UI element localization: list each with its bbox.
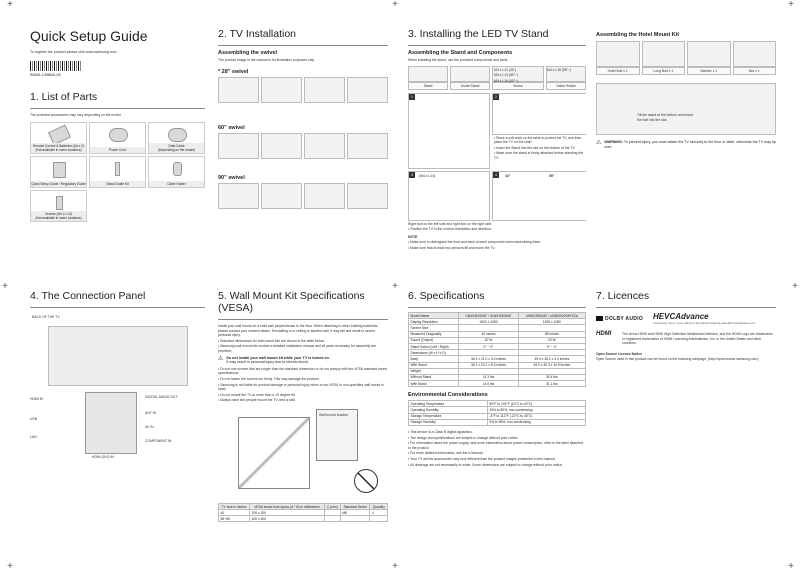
table-cell: 20 W bbox=[518, 337, 585, 343]
swivel-step-illustration bbox=[304, 183, 345, 209]
stand-component-illustration bbox=[450, 66, 490, 82]
registration-mark: + bbox=[7, 561, 13, 572]
stand-component-illustration: M4 x L18 (55"~) bbox=[546, 66, 586, 82]
back-of-tv-label: BACK OF THE TV bbox=[32, 315, 60, 319]
part-item: Quick Setup Guide / Regulatory Guide bbox=[30, 156, 87, 188]
swivel-step-illustration bbox=[218, 183, 259, 209]
wall-mount-bullet: • Samsung wall mount kits contain a detailed installation manual and all parts necessary for assembly are provided. bbox=[218, 344, 377, 353]
table-row: 40 200 x 200 M8 4 bbox=[219, 510, 388, 516]
vesa-table-header: C (mm) bbox=[324, 503, 340, 509]
barcode-number: BN68-14988A-00 bbox=[30, 72, 61, 77]
spec-footnote: • For more detailed information, see the e-Manual. bbox=[408, 451, 484, 456]
stand-heading: 3. Installing the LED TV Stand bbox=[408, 28, 549, 40]
stand-component-illustration bbox=[408, 66, 448, 82]
vesa-table-header: Standard Screw bbox=[340, 503, 370, 509]
parts-grid bbox=[30, 122, 205, 222]
stand-panel bbox=[408, 28, 586, 278]
part-item: Power Cord bbox=[89, 122, 146, 154]
stand-footer-note: • Position the TV in the correct orientation and direction. bbox=[408, 227, 492, 232]
tv-installation-heading: 2. TV Installation bbox=[218, 28, 297, 40]
port-label: HDMI IN bbox=[30, 397, 43, 401]
vesa-table bbox=[218, 503, 388, 523]
spec-footnote: • The design and specifications are subject to change without prior notice. bbox=[408, 435, 519, 440]
spec-table-header: Model Name bbox=[409, 313, 459, 319]
page-title: Quick Setup Guide bbox=[30, 28, 148, 44]
swivel-step-illustration bbox=[218, 133, 259, 159]
vesa-table-header: Quantity bbox=[370, 503, 388, 509]
table-cell: Stand Swivel (Left / Right) bbox=[409, 343, 459, 349]
part-item: Screws (M4 x L14) (Not available in some locations) bbox=[30, 190, 87, 222]
hotel-mount-panel bbox=[596, 28, 776, 188]
hotel-mount-part-label: Washer x 1 bbox=[687, 67, 731, 75]
licences-heading: 7. Licences bbox=[596, 290, 650, 302]
table-cell: 31.1 lbs bbox=[518, 381, 585, 387]
licences-panel bbox=[596, 290, 776, 410]
table-cell: 20 W bbox=[459, 337, 519, 343]
wall-mount-caution: ⚠ Do not install your wall mount kit while your TV is turned on. It may result in personal injury due to electric shock. bbox=[218, 355, 330, 365]
registration-mark: + bbox=[392, 281, 398, 292]
connection-heading: 4. The Connection Panel bbox=[30, 290, 146, 302]
port-label: AV IN bbox=[145, 425, 154, 429]
stand-note-heading: NOTE bbox=[408, 234, 418, 239]
hdmi-logo: HDMI bbox=[596, 331, 612, 337]
stand-component-label: Cable Holder bbox=[546, 82, 586, 90]
table-cell: -4°F to 113°F (-20°C to 45°C) bbox=[487, 413, 585, 419]
registration-mark: + bbox=[788, 561, 794, 572]
table-cell: Storage Temperature bbox=[409, 413, 488, 419]
vesa-table-header: VESA screw hole specs (A * B) in millimeters bbox=[250, 503, 325, 509]
table-cell: 36.1 x 21.0 x 3.0 inches bbox=[459, 356, 519, 362]
table-cell: 49.0 x 30.3 x 10.9 inches bbox=[518, 362, 585, 368]
caution-icon: ⚠ bbox=[218, 355, 224, 362]
swivel-variant-label: * 28" swivel bbox=[218, 68, 249, 75]
hotel-mount-part-label: Long Bolt x 1 bbox=[642, 67, 686, 75]
env-heading: Environmental Considerations bbox=[408, 392, 488, 399]
spec-footnote: • All drawings are not necessarily to scale. Some dimensions are subject to change without prior notice. bbox=[408, 462, 563, 467]
hotel-mount-part-label: Nut x 1 bbox=[733, 67, 777, 75]
parts-note: The provided accessories may vary depending on the model. bbox=[30, 113, 122, 117]
wall-mount-intro: Install your wall mount on a solid wall perpendicular to the floor. When attaching to other building materials, please contact your nearest dealer. If installing on a ceiling or slanted wall, it may fall and result in severe personal injury. bbox=[218, 324, 379, 338]
dolby-logo: DOLBY AUDIO bbox=[596, 316, 643, 322]
specifications-heading: 6. Specifications bbox=[408, 290, 485, 302]
register-text: To register the product please visit www.samsung.com bbox=[30, 50, 117, 54]
registration-mark: + bbox=[7, 0, 13, 10]
hotel-mount-warning: ⚠ WARNING: To prevent injury, you must attach the TV securely to the floor or table, otherwise the TV may tip over. bbox=[596, 140, 776, 149]
spec-footnote: • For information about the power supply, and more information about power consumption, refer to the label attached to the product. bbox=[408, 441, 583, 450]
table-cell: 5% to 95%, non-condensing bbox=[487, 419, 585, 425]
port-label: LAN bbox=[30, 435, 37, 439]
swivel-step-illustration bbox=[218, 77, 259, 103]
table-cell: 40 inches bbox=[459, 331, 519, 337]
spec-footnote: • Your TV and its accessories may look different than the product images presented in this manual. bbox=[408, 456, 556, 461]
stand-step-1: 1 bbox=[408, 93, 490, 169]
connection-panel bbox=[30, 290, 205, 560]
port-label: HDMI (DVI) IN bbox=[92, 455, 114, 459]
table-cell: 0° ~ 0° bbox=[518, 343, 585, 349]
specifications-panel bbox=[408, 290, 586, 565]
stand-step-note: • Insert the Stand into the slot on the bottom of the TV. bbox=[494, 145, 576, 150]
wall-mount-panel bbox=[218, 290, 388, 565]
stand-component-label: Screw bbox=[492, 82, 544, 90]
registration-mark: + bbox=[392, 0, 398, 10]
hotel-mount-diagram: Tilt the stand at the bottom and insert the bolt into the slot. bbox=[596, 83, 776, 135]
port-label: COMPONENT IN bbox=[145, 439, 172, 443]
table-cell: 10% to 80%, non-condensing bbox=[487, 407, 585, 413]
quick-setup-panel bbox=[30, 28, 205, 278]
wall-mount-spec-bullet: • Samsung is not liable for product damage or personal injury when a non-VESA or non-specified wall mount is used. bbox=[218, 382, 384, 392]
table-cell: 49.0 x 28.2 x 3.0 inches bbox=[518, 356, 585, 362]
table-cell: 36.1 x 23.1 x 8.3 inches bbox=[459, 362, 519, 368]
table-row bbox=[409, 419, 586, 425]
swivel-step-illustration bbox=[347, 77, 388, 103]
table-cell: Dimensions (W x H x D) bbox=[409, 350, 459, 356]
swivel-step-illustration bbox=[261, 133, 302, 159]
env-table bbox=[408, 400, 586, 426]
table-cell: 1920 x 1080 bbox=[518, 319, 585, 325]
stand-note: • Make sure to distinguish the front and back of each component when assembling them. bbox=[408, 240, 542, 245]
stand-footer-note: Right foot on the left side and right foot on the right side. bbox=[408, 221, 493, 226]
stand-step-note: • Make sure the stand is firmly attached before standing the TV. bbox=[494, 151, 584, 160]
barcode bbox=[30, 61, 82, 71]
hotel-mount-heading: Assembling the Hotel Mount Kit bbox=[596, 32, 680, 38]
table-cell: Sound (Output) bbox=[409, 337, 459, 343]
stand-step-3: 3 (M4 x L14) bbox=[408, 171, 490, 221]
table-cell: 14.6 lbs bbox=[459, 381, 519, 387]
table-cell: Operating Humidity bbox=[409, 407, 488, 413]
prohibited-icon bbox=[354, 469, 378, 493]
table-row bbox=[409, 381, 586, 387]
hdmi-text: The terms HDMI and HDMI High-Definition Multimedia Interface, and the HDMI Logo are trademarks or registered trademarks of HDMI Licensing Administrator, Inc. in the United States and other countries. bbox=[622, 332, 773, 346]
spec-table-header: UN55J5200AF / UN55J5200AFXZA bbox=[518, 313, 585, 319]
swivel-variant-label: 60" swivel bbox=[218, 124, 245, 131]
swivel-step-illustration bbox=[304, 133, 345, 159]
stand-note: • Make sure that at least two persons lift and move the TV. bbox=[408, 245, 496, 250]
port-label: USB bbox=[30, 417, 37, 421]
registration-mark: + bbox=[2, 281, 8, 292]
wall-mount-heading: 5. Wall Mount Kit Specifications (VESA) bbox=[218, 290, 365, 314]
table-cell: 55 inches bbox=[518, 331, 585, 337]
vesa-table-header: TV size in inches bbox=[219, 503, 250, 509]
swivel-heading: Assembling the swivel bbox=[218, 50, 277, 56]
part-item: Cable Holder bbox=[148, 156, 205, 188]
tv-back-panel bbox=[48, 326, 188, 386]
swivel-variant-label: 90" swivel bbox=[218, 174, 245, 181]
part-item: Remote Control & Batteries (AA x 2) (Not available in some locations) bbox=[30, 122, 87, 154]
wall-mount-spec-bullet: • Do not use screws that are longer than the standard dimension or do not comply with the VESA standard screw specifications. bbox=[218, 366, 387, 376]
wall-mount-bullet: • Standard dimensions for wall mount kits are shown in the table below. bbox=[218, 338, 325, 343]
table-cell: Body bbox=[409, 356, 459, 362]
table-cell: 50°F to 104°F (10°C to 40°C) bbox=[487, 401, 585, 407]
table-cell: Storage Humidity bbox=[409, 419, 488, 425]
table-cell: Operating Temperature bbox=[409, 401, 488, 407]
spec-footnote: • This device is a Class B digital apparatus. bbox=[408, 430, 473, 434]
stand-step-2: 2 bbox=[492, 93, 586, 135]
table-cell: Weight bbox=[409, 368, 459, 374]
swivel-note: The product image in the manual is for illustration purposes only. bbox=[218, 58, 315, 62]
hevc-logo: HEVCAdvance Covered by one or more claims of the patents listed at patentlist.hevcadvance.com bbox=[653, 312, 756, 325]
spec-table bbox=[408, 312, 586, 387]
hotel-mount-part-label: Hotel Bolt x 1 bbox=[596, 67, 640, 75]
table-cell: Display Resolution bbox=[409, 319, 459, 325]
stand-step-note: • Place a soft cloth on the table to protect the TV, and then place the TV on the cloth. bbox=[494, 135, 582, 145]
wall-mount-spec-bullet: • Always have two people mount the TV onto a wall. bbox=[218, 398, 296, 403]
table-cell: 30.4 lbs bbox=[518, 374, 585, 380]
swivel-step-illustration bbox=[304, 77, 345, 103]
table-cell: 0° ~ 0° bbox=[459, 343, 519, 349]
wall-mount-spec-bullet: • Do not fasten the screws too firmly. This may damage the product. bbox=[218, 376, 320, 381]
spec-footnotes bbox=[408, 430, 586, 467]
stand-component-label: Guide Stand bbox=[450, 82, 490, 90]
registration-mark: + bbox=[788, 0, 794, 10]
swivel-step-illustration bbox=[261, 77, 302, 103]
part-item: Data Cable (Depending on the model) bbox=[148, 122, 205, 154]
list-of-parts-heading: 1. List of Parts bbox=[30, 91, 98, 103]
open-source-heading: Open Source Licence Notice bbox=[596, 351, 642, 356]
table-cell: Without Stand bbox=[409, 374, 459, 380]
tv-installation-panel bbox=[218, 28, 388, 278]
vesa-diagram bbox=[238, 417, 310, 489]
table-cell: Screen Size bbox=[409, 325, 459, 331]
port-label: ANT IN bbox=[145, 411, 157, 415]
table-cell: With Stand bbox=[409, 362, 459, 368]
stand-intro: When installing the stand, use the provided components and parts. bbox=[408, 58, 509, 62]
table-row: 55~65 400 x 400 bbox=[219, 516, 388, 522]
registration-mark: + bbox=[392, 561, 398, 572]
swivel-step-illustration bbox=[347, 133, 388, 159]
swivel-step-illustration bbox=[347, 183, 388, 209]
part-item: Stand Guide Kit bbox=[89, 156, 146, 188]
table-cell: With Stand bbox=[409, 381, 459, 387]
table-cell: 1920 x 1080 bbox=[459, 319, 519, 325]
swivel-step-illustration bbox=[261, 183, 302, 209]
stand-component-illustration: M4 x L12 (40") M4 x L14 (50"~) M4 x L16 (50"~) bbox=[492, 66, 544, 82]
port-strip bbox=[85, 392, 137, 454]
spec-table-header: UN40J5200AF / UN43J5200AF bbox=[459, 313, 519, 319]
table-cell: Measured Diagonally bbox=[409, 331, 459, 337]
open-source-text: Open Source used in this product can be found on the following webpage. (http://opensource.samsung.com) bbox=[596, 357, 759, 362]
wall-anchor-diagram: Wall mount bracket bbox=[316, 409, 358, 461]
wall-mount-spec-bullet: • Do not mount the TV at more than a 15 degree tilt. bbox=[218, 392, 296, 397]
stand-sub-heading: Assembling the Stand and Components bbox=[408, 50, 513, 56]
table-cell: 14.3 lbs bbox=[459, 374, 519, 380]
stand-step-4: 4 43" 55" bbox=[492, 171, 586, 221]
warning-icon: ⚠ bbox=[596, 140, 602, 146]
stand-component-label: Stand bbox=[408, 82, 448, 90]
port-label: DIGITAL AUDIO OUT bbox=[145, 395, 178, 399]
registration-mark: + bbox=[792, 281, 798, 292]
